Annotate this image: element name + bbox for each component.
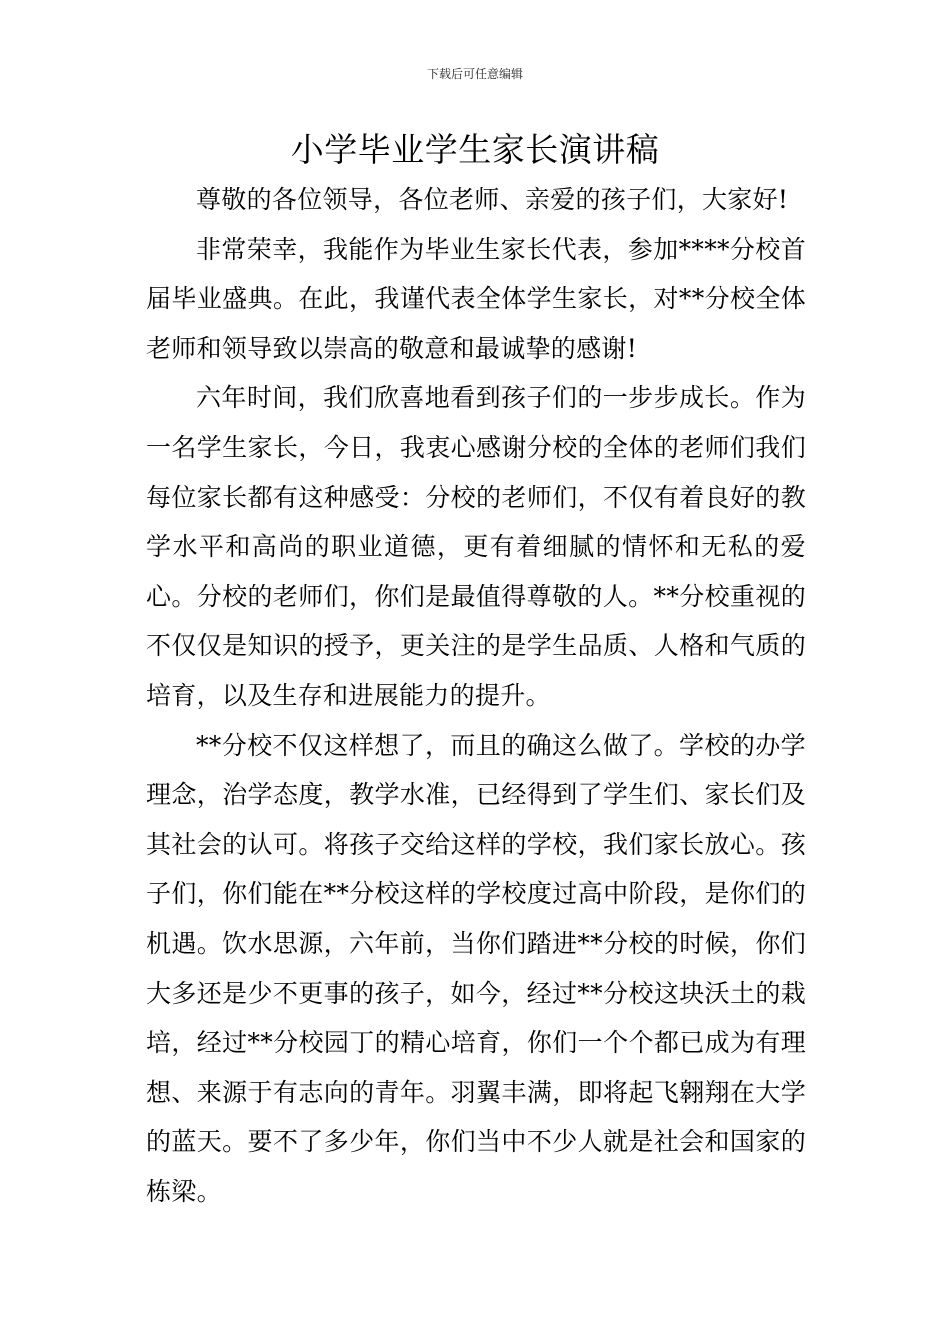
paragraph-greeting: 尊敬的各位领导，各位老师、亲爱的孩子们，大家好! bbox=[196, 185, 789, 214]
document-title: 小学毕业学生家长演讲稿 bbox=[290, 130, 660, 169]
document-body bbox=[146, 175, 806, 1216]
paragraph-thanks: 非常荣幸，我能作为毕业生家长代表，参加****分校首届毕业盛典。在此，我谨代表全体学生家长，对**分校全体老师和领导致以崇高的敬意和最诚挚的感谢! bbox=[146, 234, 806, 363]
header-note: 下载后可任意编辑 bbox=[426, 67, 523, 81]
paragraph-growth: 六年时间，我们欣喜地看到孩子们的一步步成长。作为一名学生家长，今日，我衷心感谢分校的全体的老师们我们每位家长都有这种感受：分校的老师们，不仅有着良好的教学水平和高尚的职业道德，更有着细腻的情怀和无私的爱心。分校的老师们，你们是最值得尊敬的人。**分校重视的不仅仅是知识的授予，更关注的是学生品质、人格和气质的培育，以及生存和进展能力的提升。 bbox=[146, 383, 806, 710]
paragraph-school: **分校不仅这样想了，而且的确这么做了。学校的办学理念，治学态度，教学水准，已经得到了学生们、家长们及其社会的认可。将孩子交给这样的学校，我们家长放心。孩子们，你们能在**分校这样的学校度过高中阶段，是你们的机遇。饮水思源，六年前，当你们踏进**分校的时候，你们大多还是少不更事的孩子，如今，经过**分校这块沃土的栽培，经过**分校园丁的精心培育，你们一个个都已成为有理想、来源于有志向的青年。羽翼丰满，即将起飞翱翔在大学的蓝天。要不了多少年，你们当中不少人就是社会和国家的栋梁。 bbox=[146, 730, 806, 1206]
